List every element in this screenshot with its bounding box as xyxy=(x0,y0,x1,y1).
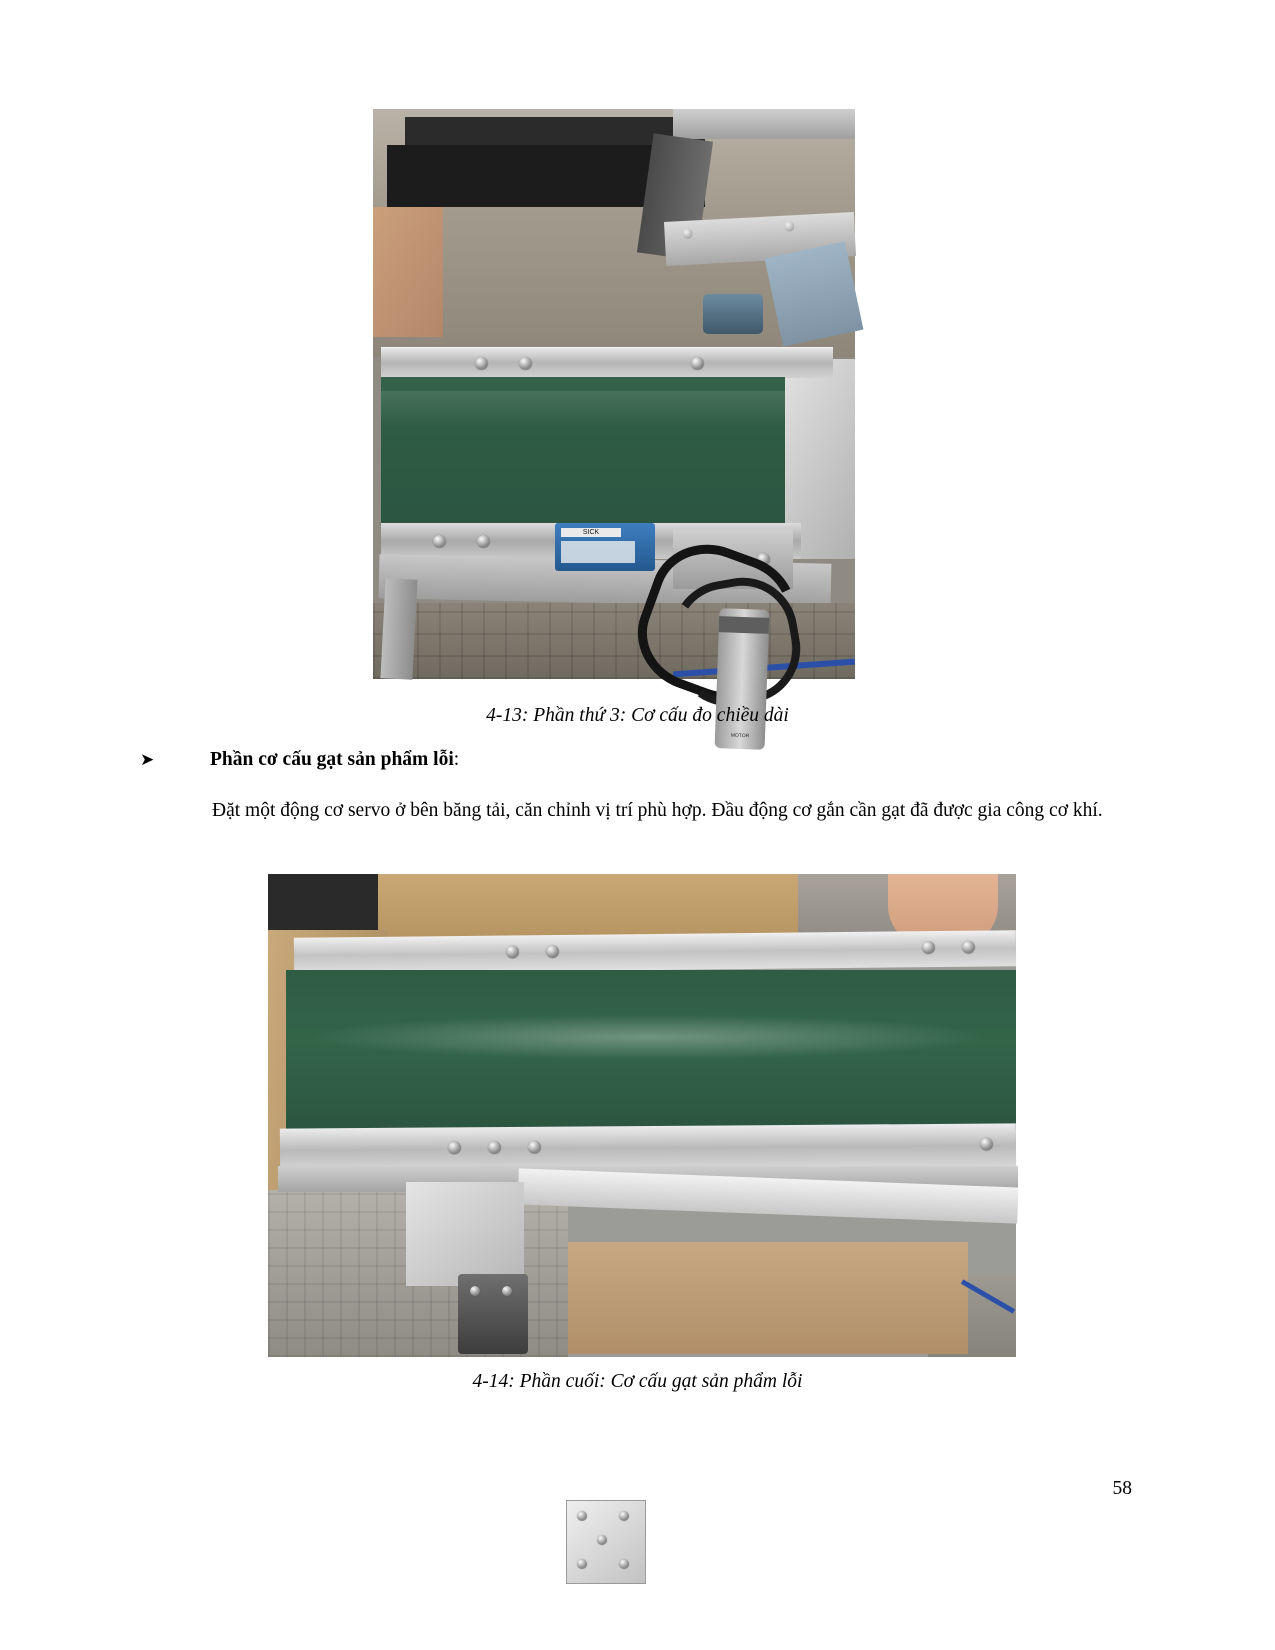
section-heading xyxy=(140,749,1140,771)
screw-icon xyxy=(519,357,532,370)
screw-icon xyxy=(922,941,935,954)
sensor-face-window xyxy=(561,541,635,563)
fig1-sick-photoelectric-sensor xyxy=(555,523,655,571)
screw-icon xyxy=(546,945,559,958)
fig1-frame-leg xyxy=(380,578,417,680)
figure-2-caption: 4-14: Phần cuối: Cơ cấu gạt sản phẩm lỗi xyxy=(472,1371,803,1392)
fig2-bracket-plate xyxy=(566,1500,646,1584)
screw-icon xyxy=(682,229,693,240)
bullet-arrow-icon: ➤ xyxy=(140,750,155,770)
screw-icon xyxy=(577,1511,587,1521)
screw-icon xyxy=(475,357,488,370)
fig1-aluminium-rail-a xyxy=(673,109,855,139)
fig1-motor-housing xyxy=(703,294,763,334)
screw-icon xyxy=(488,1141,501,1154)
page-number: 58 xyxy=(1112,1478,1132,1499)
section-heading-colon: : xyxy=(453,749,460,770)
screw-icon xyxy=(619,1511,629,1521)
screw-icon xyxy=(477,535,490,548)
screw-icon xyxy=(502,1286,512,1296)
screw-icon xyxy=(470,1286,480,1296)
fig2-cardboard-box xyxy=(568,1242,968,1354)
screw-icon xyxy=(506,945,519,958)
fig1-motor-nameplate: MOTOR xyxy=(730,732,750,740)
fig1-cylindrical-motor xyxy=(715,608,770,750)
fig1-person-arm xyxy=(373,207,443,337)
body-paragraph: Đặt một động cơ servo ở bên băng tải, căn chỉnh vị trí phù hợp. Đầu động cơ gắn cần gạt đã được gia công cơ khí. xyxy=(212,800,1103,821)
screw-icon xyxy=(597,1535,607,1545)
fig2-dark-object xyxy=(268,874,378,934)
screw-icon xyxy=(962,941,975,954)
fig2-conveyor-rail-top xyxy=(294,930,1016,974)
screw-icon xyxy=(577,1559,587,1569)
fig2-belt-reflection xyxy=(308,1014,988,1060)
figure-2-image xyxy=(268,874,1016,1357)
screw-icon xyxy=(691,357,704,370)
figure-1-caption: 4-13: Phần thứ 3: Cơ cấu đo chiều dài xyxy=(486,705,789,726)
sensor-brand-label: SICK xyxy=(561,528,621,537)
screw-icon xyxy=(433,535,446,548)
screw-icon xyxy=(784,221,795,232)
fig2-servo-motor xyxy=(458,1274,528,1354)
fig1-belt-highlight xyxy=(381,391,785,427)
fig1-conveyor-frame-top xyxy=(381,347,833,378)
section-heading-text: Phần cơ cấu gạt sản phẩm lỗi xyxy=(210,749,454,770)
screw-icon xyxy=(619,1559,629,1569)
screw-icon xyxy=(448,1141,461,1154)
screw-icon xyxy=(528,1141,541,1154)
fig2-servo-mount-bracket xyxy=(406,1182,524,1286)
screw-icon xyxy=(980,1138,993,1151)
fig1-motor-band xyxy=(719,616,770,634)
